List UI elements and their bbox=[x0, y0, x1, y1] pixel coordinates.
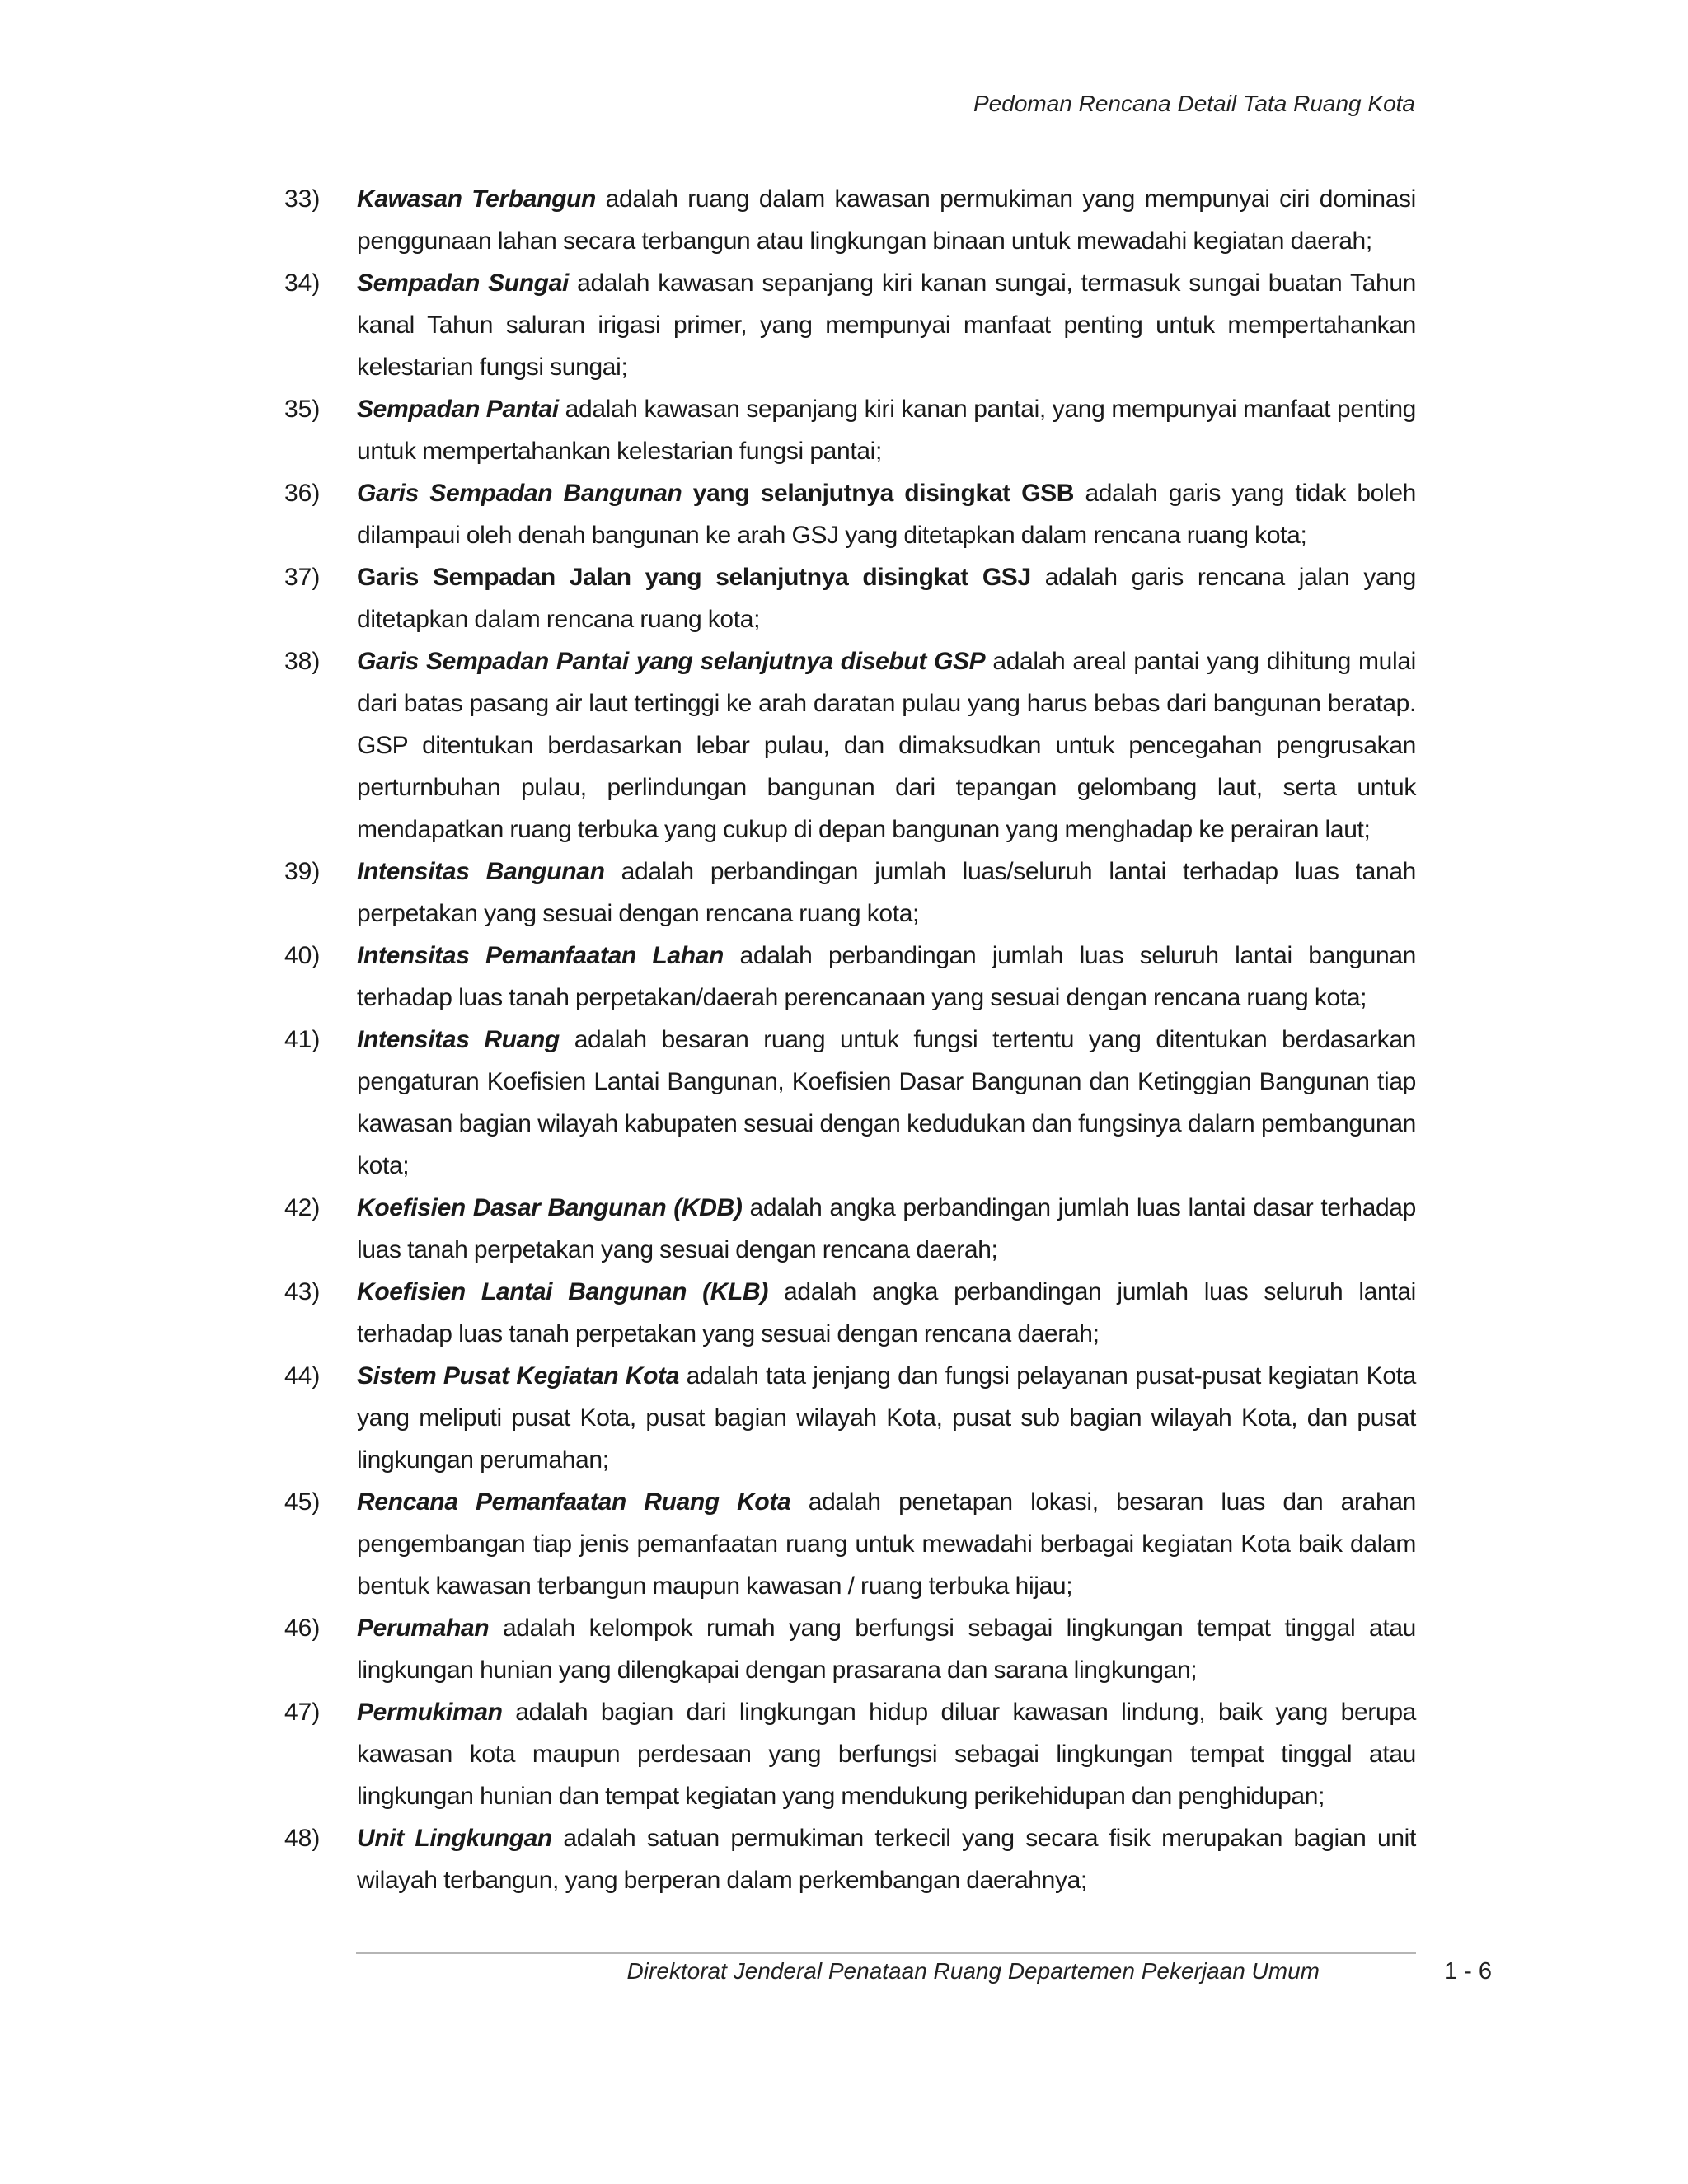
definition-text bbox=[357, 1607, 1416, 1691]
definition-item bbox=[284, 388, 1416, 472]
definition-body: adalah bagian dari lingkungan hidup diluar kawasan lindung, baik yang berupa kawasan kota maupun perdesaan yang berfungsi sebagai lingkungan tempat tinggal atau lingkungan hunian dan tempat kegiatan yang mendukung perikehidupan dan penghidupan; bbox=[357, 1699, 1416, 1810]
definition-item bbox=[284, 262, 1416, 388]
term-qualifier: Garis Sempadan Jalan yang selanjutnya disingkat GSJ bbox=[357, 564, 1031, 591]
definition-item bbox=[284, 935, 1416, 1019]
definition-item bbox=[284, 1691, 1416, 1817]
definition-item bbox=[284, 556, 1416, 640]
definition-text bbox=[357, 178, 1416, 262]
footer-text: Direktorat Jenderal Penataan Ruang Departemen Pekerjaan Umum bbox=[626, 1958, 1320, 1984]
defined-term: Sempadan Pantai bbox=[357, 396, 559, 423]
definition-body: adalah perbandingan jumlah luas/seluruh lantai terhadap luas tanah perpetakan yang sesuai dengan rencana ruang kota; bbox=[357, 858, 1416, 927]
definitions-list bbox=[284, 178, 1416, 1901]
defined-term: Intensitas Ruang bbox=[357, 1026, 560, 1053]
defined-term: Perumahan bbox=[357, 1615, 490, 1642]
definition-body: adalah penetapan lokasi, besaran luas dan arahan pengembangan tiap jenis pemanfaatan ruang untuk mewadahi berbagai kegiatan Kota baik dalam bentuk kawasan terbangun maupun kawasan / ruang terbuka hijau; bbox=[357, 1488, 1416, 1600]
item-number: 38) bbox=[284, 648, 321, 675]
definition-text bbox=[357, 388, 1416, 472]
item-number: 44) bbox=[284, 1362, 321, 1390]
definition-text bbox=[357, 1817, 1416, 1901]
definition-text bbox=[357, 1355, 1416, 1481]
defined-term: Intensitas Pemanfaatan Lahan bbox=[357, 942, 724, 969]
definition-item bbox=[284, 472, 1416, 556]
defined-term: Permukiman bbox=[357, 1699, 503, 1726]
definition-text bbox=[357, 472, 1416, 556]
definition-item bbox=[284, 1607, 1416, 1691]
definition-body: adalah garis rencana jalan yang ditetapkan dalam rencana ruang kota; bbox=[357, 564, 1416, 633]
item-number: 46) bbox=[284, 1615, 321, 1642]
definition-body: adalah tata jenjang dan fungsi pelayanan pusat-pusat kegiatan Kota yang meliputi pusat Kota, pusat bagian wilayah Kota, pusat sub bagian wilayah Kota, dan pusat lingkungan perumahan; bbox=[357, 1362, 1416, 1474]
item-number: 41) bbox=[284, 1026, 321, 1053]
item-number: 37) bbox=[284, 564, 321, 591]
defined-term: Koefisien Lantai Bangunan (KLB) bbox=[357, 1278, 768, 1305]
definition-text bbox=[357, 1019, 1416, 1187]
definition-body: adalah kelompok rumah yang berfungsi sebagai lingkungan tempat tinggal atau lingkungan hunian yang dilengkapai dengan prasarana dan sarana lingkungan; bbox=[357, 1615, 1416, 1684]
definition-body: adalah besaran ruang untuk fungsi tertentu yang ditentukan berdasarkan pengaturan Koefisien Lantai Bangunan, Koefisien Dasar Bangunan dan Ketinggian Bangunan tiap kawasan bagian wilayah kabupaten sesuai dengan kedudukan dan fungsinya dalarn pembangunan kota; bbox=[357, 1026, 1416, 1179]
definition-text bbox=[357, 935, 1416, 1019]
definition-text bbox=[357, 1481, 1416, 1607]
definition-body: adalah satuan permukiman terkecil yang secara fisik merupakan bagian unit wilayah terbangun, yang berperan dalam perkembangan daerahnya; bbox=[357, 1825, 1416, 1894]
definition-item bbox=[284, 1187, 1416, 1271]
definition-item bbox=[284, 1019, 1416, 1187]
definition-item bbox=[284, 851, 1416, 935]
definition-text bbox=[357, 1187, 1416, 1271]
defined-term: Rencana Pemanfaatan Ruang Kota bbox=[357, 1488, 791, 1516]
definition-item bbox=[284, 1481, 1416, 1607]
defined-term: Garis Sempadan Bangunan bbox=[357, 480, 682, 507]
footer-divider bbox=[356, 1952, 1416, 1954]
definition-item bbox=[284, 1817, 1416, 1901]
definition-text bbox=[357, 556, 1416, 640]
definition-body: adalah perbandingan jumlah luas seluruh lantai bangunan terhadap luas tanah perpetakan/daerah perencanaan yang sesuai dengan rencana ruang kota; bbox=[357, 942, 1416, 1011]
definition-body: adalah kawasan sepanjang kiri kanan sungai, termasuk sungai buatan Tahun kanal Tahun saluran irigasi primer, yang mempunyai manfaat penting untuk mempertahankan kelestarian fungsi sungai; bbox=[357, 269, 1416, 381]
definition-body: adalah kawasan sepanjang kiri kanan pantai, yang mempunyai manfaat penting untuk mempertahankan kelestarian fungsi pantai; bbox=[357, 396, 1416, 465]
item-number: 48) bbox=[284, 1825, 321, 1852]
item-number: 34) bbox=[284, 269, 321, 297]
item-number: 42) bbox=[284, 1194, 321, 1221]
definition-item bbox=[284, 178, 1416, 262]
definition-item bbox=[284, 1271, 1416, 1355]
definition-body: adalah angka perbandingan jumlah luas lantai dasar terhadap luas tanah perpetakan yang sesuai dengan rencana daerah; bbox=[357, 1194, 1416, 1263]
definition-body: adalah angka perbandingan jumlah luas seluruh lantai terhadap luas tanah perpetakan yang sesuai dengan rencana daerah; bbox=[357, 1278, 1416, 1347]
defined-term: Intensitas Bangunan bbox=[357, 858, 605, 885]
item-number: 36) bbox=[284, 480, 321, 507]
defined-term: Garis Sempadan Pantai yang selanjutnya disebut GSP bbox=[357, 648, 986, 675]
definition-item bbox=[284, 1355, 1416, 1481]
definition-item bbox=[284, 640, 1416, 851]
item-number: 33) bbox=[284, 185, 321, 213]
item-number: 43) bbox=[284, 1278, 321, 1305]
item-number: 39) bbox=[284, 858, 321, 885]
item-number: 47) bbox=[284, 1699, 321, 1726]
definition-body: adalah garis yang tidak boleh dilampaui oleh denah bangunan ke arah GSJ yang ditetapkan dalam rencana ruang kota; bbox=[357, 480, 1416, 549]
definition-text bbox=[357, 1271, 1416, 1355]
item-number: 40) bbox=[284, 942, 321, 969]
definition-body: adalah ruang dalam kawasan permukiman yang mempunyai ciri dominasi penggunaan lahan secara terbangun atau lingkungan binaan untuk mewadahi kegiatan daerah; bbox=[357, 185, 1416, 255]
running-header: Pedoman Rencana Detail Tata Ruang Kota bbox=[973, 91, 1415, 116]
item-number: 45) bbox=[284, 1488, 321, 1516]
item-number: 35) bbox=[284, 396, 321, 423]
definition-body: adalah areal pantai yang dihitung mulai dari batas pasang air laut tertinggi ke arah daratan pulau yang harus bebas dari bangunan beratap. GSP ditentukan berdasarkan lebar pulau, dan dimaksudkan untuk pencegahan pengrusakan perturnbuhan pulau, perlindungan bangunan dari tepangan gelombang laut, serta untuk mendapatkan ruang terbuka yang cukup di depan bangunan yang menghadap ke perairan laut; bbox=[357, 648, 1416, 843]
defined-term: Sistem Pusat Kegiatan Kota bbox=[357, 1362, 680, 1390]
definition-text bbox=[357, 1691, 1416, 1817]
defined-term: Kawasan Terbangun bbox=[357, 185, 596, 213]
defined-term: Koefisien Dasar Bangunan (KDB) bbox=[357, 1194, 743, 1221]
definition-text bbox=[357, 262, 1416, 388]
definition-text bbox=[357, 851, 1416, 935]
definition-text bbox=[357, 640, 1416, 851]
page-number: 1 - 6 bbox=[1444, 1958, 1493, 1985]
defined-term: Unit Lingkungan bbox=[357, 1825, 552, 1852]
term-qualifier: yang selanjutnya disingkat GSB bbox=[682, 480, 1075, 507]
defined-term: Sempadan Sungai bbox=[357, 269, 569, 297]
